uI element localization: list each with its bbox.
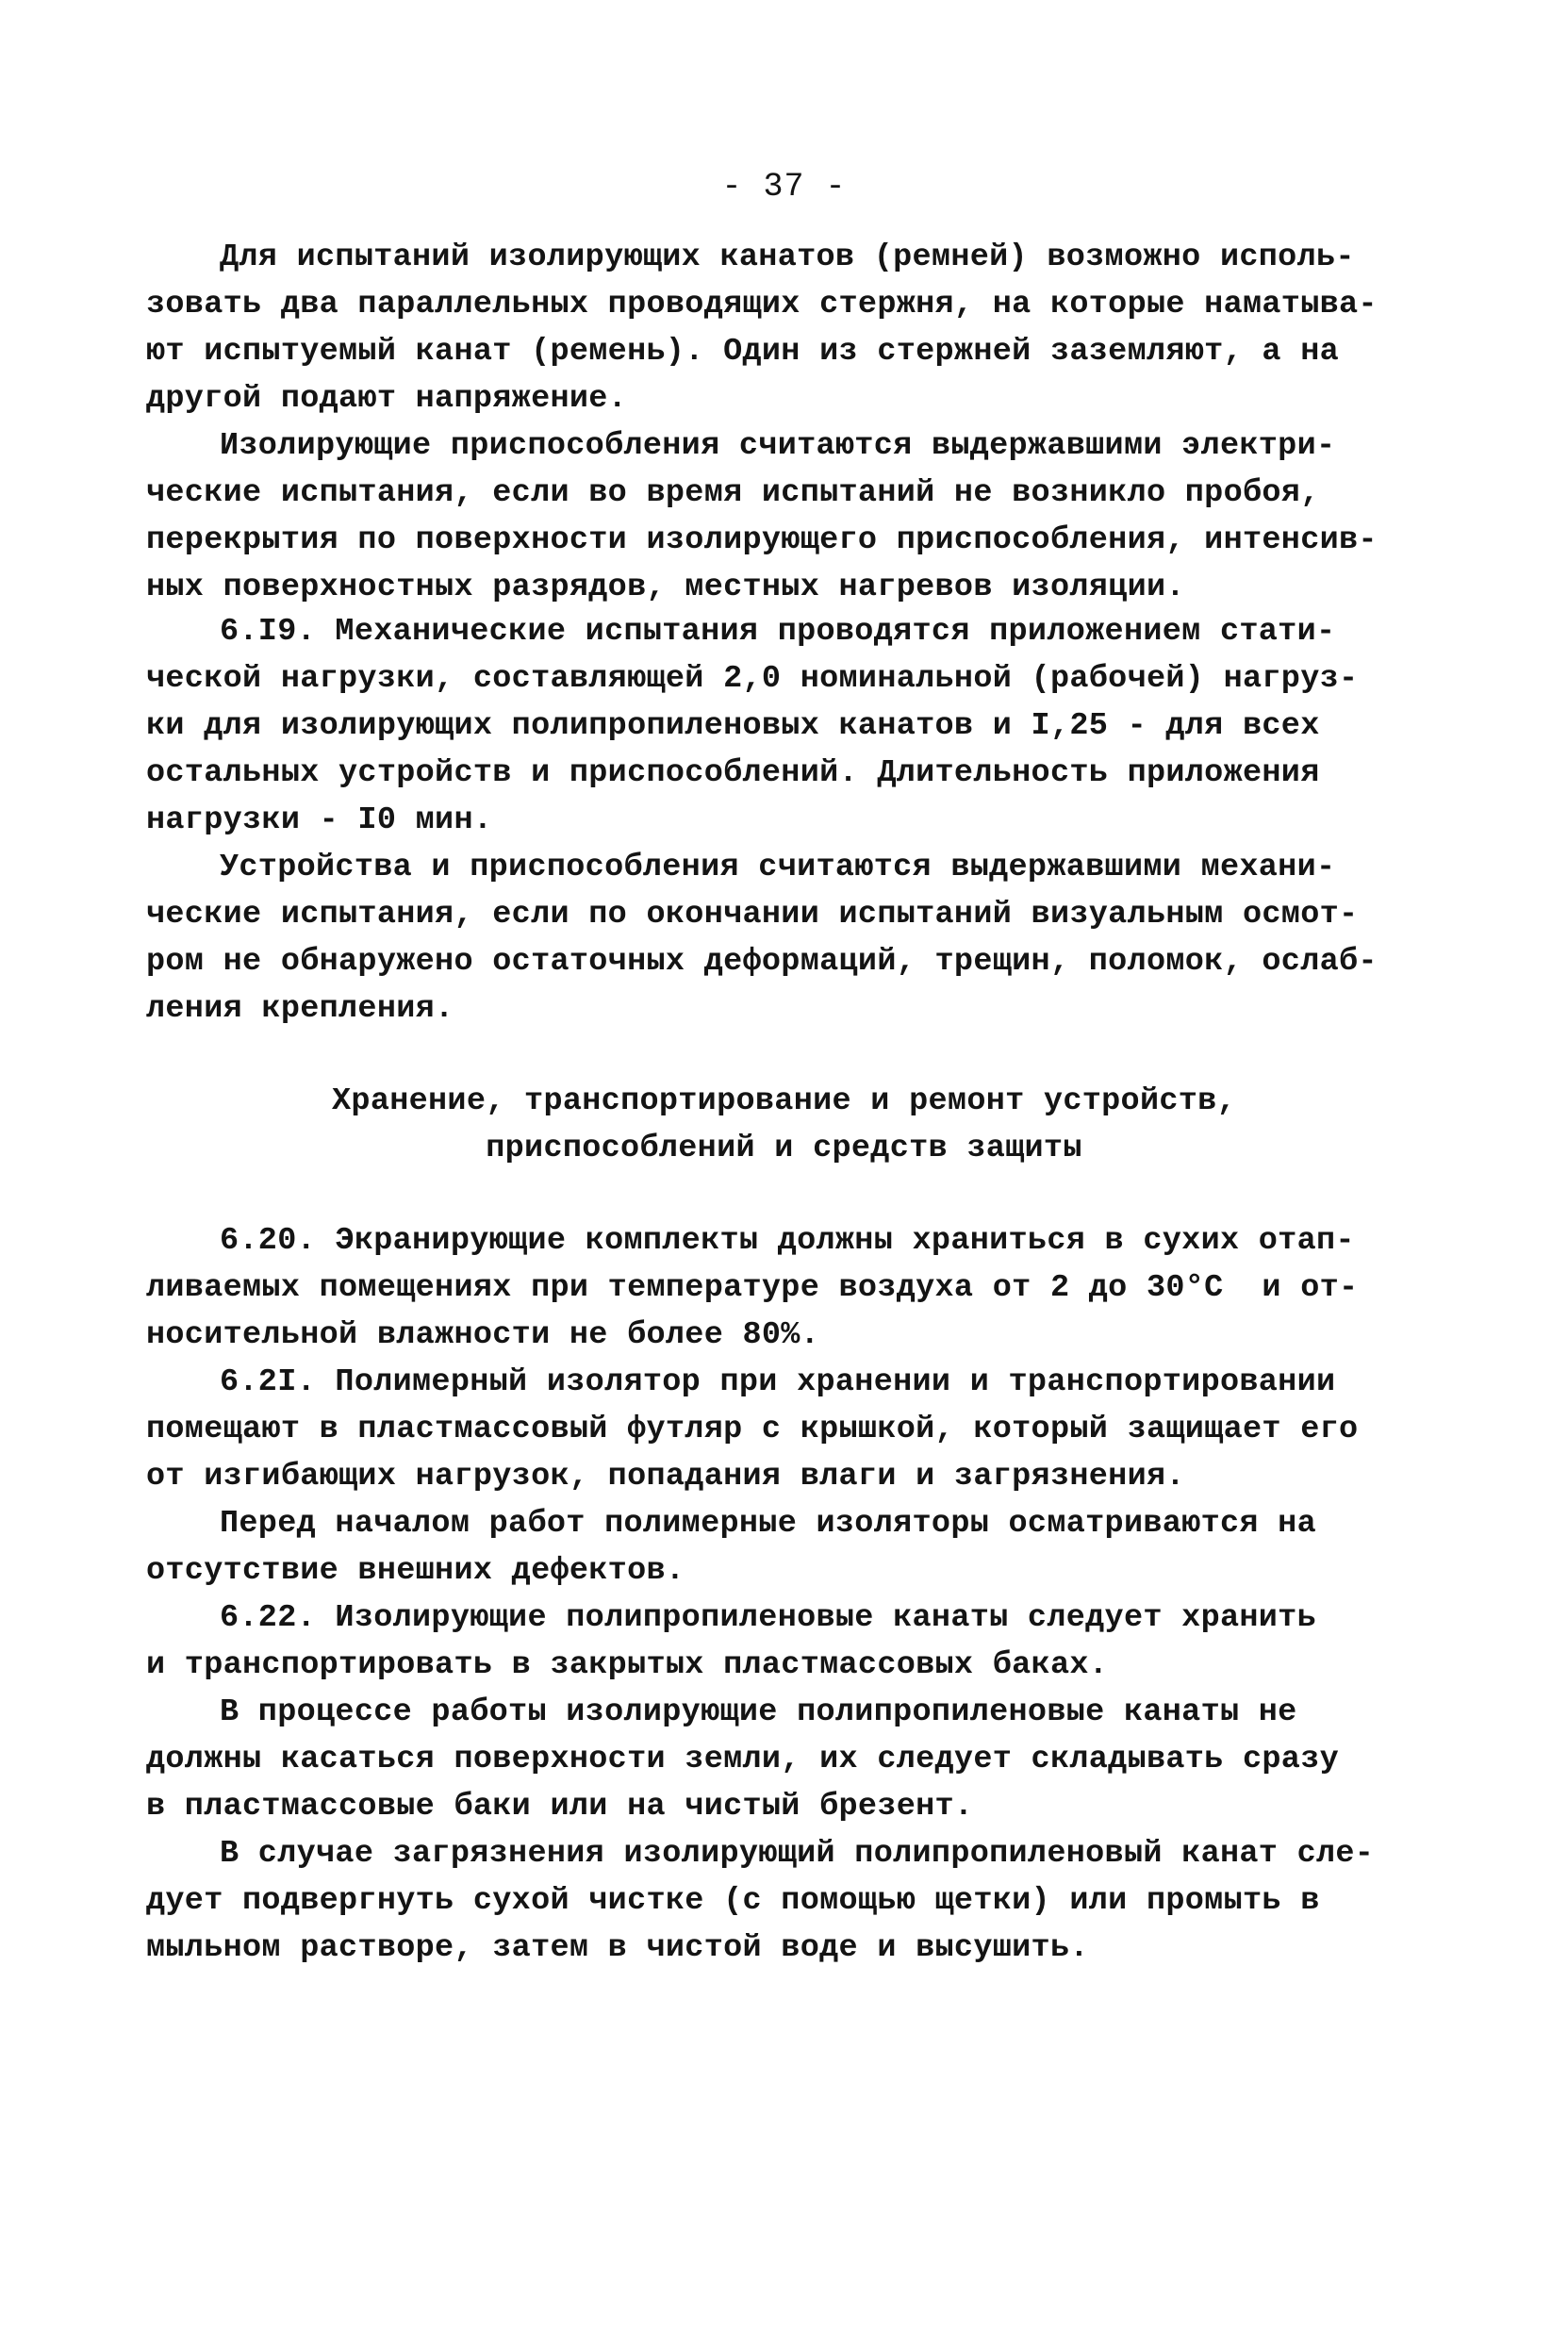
paragraph-line: перекрытия по поверхности изолирующего приспособления, интенсив-	[146, 522, 1378, 558]
paragraph-line: ления крепления.	[146, 991, 454, 1027]
paragraph-line: от изгибающих нагрузок, попадания влаги и загрязнения.	[146, 1459, 1185, 1495]
paragraph-line: ром не обнаружено остаточных деформаций, трещин, поломок, ослаб-	[146, 944, 1378, 980]
paragraph-line: 6.I9. Механические испытания проводятся приложением стати-	[220, 614, 1336, 650]
paragraph-line: Для испытаний изолирующих канатов (ремней) возможно исполь-	[220, 240, 1355, 275]
paragraph-line: мыльном растворе, затем в чистой воде и высушить.	[146, 1930, 1089, 1966]
paragraph-line: помещают в пластмассовый футляр с крышкой, который защищает его	[146, 1412, 1359, 1447]
paragraph-line: Перед началом работ полимерные изоляторы осматриваются на	[220, 1506, 1316, 1542]
paragraph-line: дует подвергнуть сухой чистке (с помощью щетки) или промыть в	[146, 1883, 1320, 1919]
paragraph-line: Изолирующие приспособления считаются выдержавшими электри-	[220, 428, 1336, 464]
paragraph-line: зовать два параллельных проводящих стержня, на которые наматыва-	[146, 287, 1378, 322]
section-heading: Хранение, транспортирование и ремонт устройств,	[332, 1083, 1236, 1119]
paragraph-line: 6.22. Изолирующие полипропиленовые канаты следует хранить	[220, 1600, 1316, 1636]
paragraph-line: нагрузки - I0 мин.	[146, 802, 493, 838]
paragraph-line: ных поверхностных разрядов, местных нагревов изоляции.	[146, 570, 1185, 605]
paragraph-line: 6.2I. Полимерный изолятор при хранении и транспортировании	[220, 1364, 1336, 1400]
paragraph-line: остальных устройств и приспособлений. Длительность приложения	[146, 755, 1320, 791]
section-heading: приспособлений и средств защиты	[486, 1131, 1082, 1166]
paragraph-line: ют испытуемый канат (ремень). Один из стержней заземляют, а на	[146, 334, 1340, 370]
paragraph-line: В процессе работы изолирующие полипропиленовые канаты не	[220, 1694, 1297, 1730]
paragraph-line: Устройства и приспособления считаются выдержавшими механи-	[220, 850, 1336, 885]
page-number: - 37 -	[721, 168, 847, 206]
paragraph-line: В случае загрязнения изолирующий полипропиленовый канат сле-	[220, 1836, 1375, 1872]
paragraph-line: ки для изолирующих полипропиленовых канатов и I,25 - для всех	[146, 708, 1320, 744]
paragraph-line: 6.20. Экранирующие комплекты должны храниться в сухих отап-	[220, 1223, 1355, 1259]
paragraph-line: должны касаться поверхности земли, их следует складывать сразу	[146, 1742, 1340, 1777]
paragraph-line: ливаемых помещениях при температуре воздуха от 2 до 30°С и от-	[146, 1270, 1359, 1306]
paragraph-line: в пластмассовые баки или на чистый брезент.	[146, 1789, 974, 1825]
paragraph-line: носительной влажности не более 80%.	[146, 1317, 820, 1353]
paragraph-line: ческие испытания, если во время испытаний не возникло пробоя,	[146, 475, 1320, 511]
paragraph-line: другой подают напряжение.	[146, 381, 628, 417]
paragraph-line: ческой нагрузки, составляющей 2,0 номинальной (рабочей) нагруз-	[146, 661, 1359, 697]
paragraph-line: отсутствие внешних дефектов.	[146, 1553, 685, 1589]
paragraph-line: и транспортировать в закрытых пластмассовых баках.	[146, 1647, 1109, 1683]
paragraph-line: ческие испытания, если по окончании испытаний визуальным осмот-	[146, 897, 1359, 933]
